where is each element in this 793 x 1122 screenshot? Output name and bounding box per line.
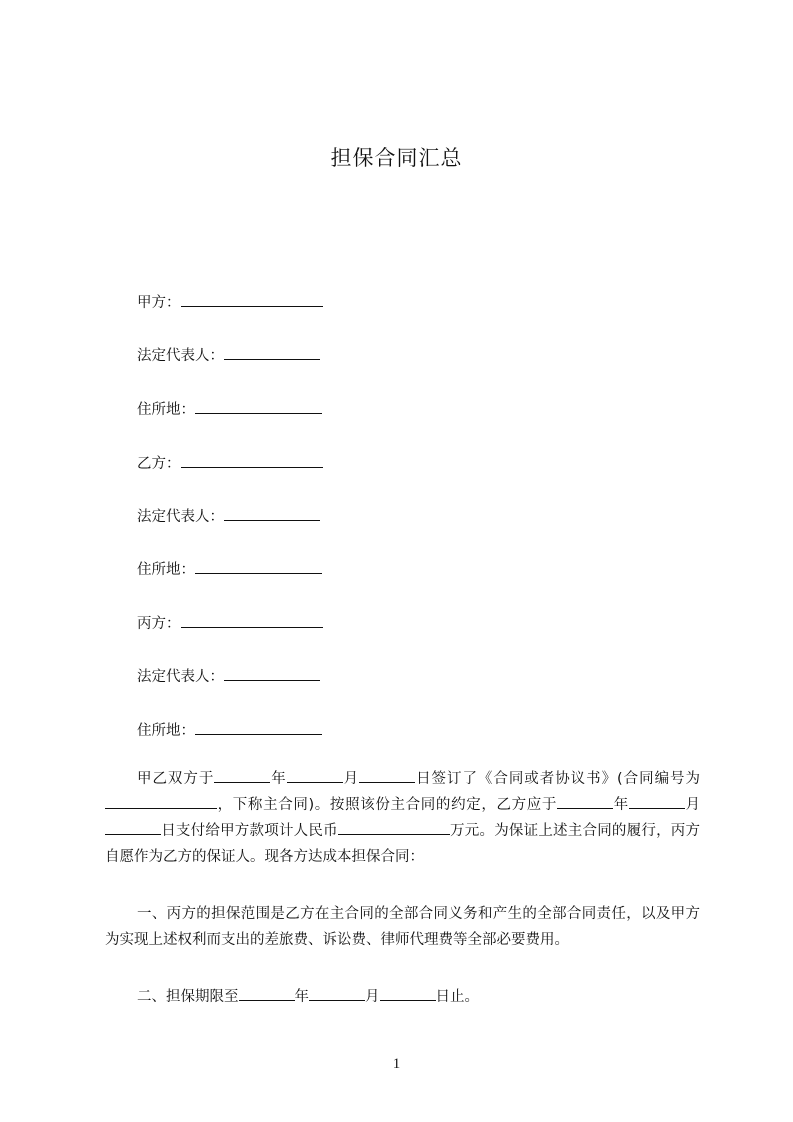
document-title: 担保合同汇总: [330, 146, 463, 170]
clause-2-text-4: 日止。: [435, 989, 479, 1005]
party-c-rep-blank: [224, 665, 320, 681]
term-year-blank: [239, 985, 295, 1001]
clause-1-text: 一、丙方的担保范围是乙方在主合同的全部合同义务和产生的全部合同责任，以及甲方为实现上述权利而支出的差旅费、诉讼费、律师代理费等全部必要费用。: [105, 906, 700, 948]
party-a-label: 甲方：: [137, 295, 181, 311]
party-a-blank: [181, 291, 323, 307]
party-c-address-blank: [195, 719, 322, 735]
payment-year-blank: [557, 793, 613, 809]
party-a-address-line: [137, 398, 322, 418]
payment-month-blank: [629, 793, 685, 809]
preamble-text-7: 月: [684, 797, 701, 813]
party-b-rep-blank: [224, 505, 320, 521]
clause-2-paragraph: [105, 984, 700, 1010]
party-a-rep-label: 法定代表人：: [137, 348, 224, 364]
party-a-address-label: 住所地：: [137, 402, 195, 418]
preamble-text-6: 年: [613, 797, 629, 813]
party-a-address-blank: [195, 398, 322, 414]
party-b-line: [137, 452, 323, 472]
party-a-line: [137, 291, 323, 311]
preamble-day-blank: [359, 767, 415, 783]
preamble-text-4: 日签订了《合同或者协议书》(合同编号为: [415, 771, 701, 787]
preamble-text-1: 甲乙双方于: [137, 771, 215, 787]
party-c-label: 丙方：: [137, 616, 181, 632]
preamble-month-blank: [287, 767, 343, 783]
term-month-blank: [309, 985, 365, 1001]
party-c-blank: [181, 612, 323, 628]
party-b-blank: [181, 452, 323, 468]
preamble-text-3: 月: [342, 771, 360, 787]
party-b-rep-line: [137, 505, 320, 525]
payment-day-blank: [105, 819, 161, 835]
party-c-rep-line: [137, 665, 320, 685]
contract-number-blank: [105, 793, 217, 809]
party-c-address-line: [137, 719, 322, 739]
party-b-label: 乙方：: [137, 456, 181, 472]
clause-2-text-2: 年: [294, 989, 309, 1005]
term-day-blank: [380, 985, 436, 1001]
party-c-rep-label: 法定代表人：: [137, 669, 224, 685]
preamble-text-8: 日支付给甲方款项计人民币: [161, 823, 338, 839]
page-number: 1: [392, 1056, 401, 1072]
preamble-paragraph: [105, 766, 700, 870]
preamble-year-blank: [214, 767, 270, 783]
clause-2-text-1: 二、担保期限至: [137, 989, 239, 1005]
party-a-rep-line: [137, 344, 320, 364]
clause-1-paragraph: [105, 901, 700, 953]
party-b-address-line: [137, 558, 322, 578]
party-b-address-blank: [195, 558, 322, 574]
preamble-text-9: 万元。为保证上述主合同的履行，丙方自愿作为乙方的保证人。现各方达成本担保合同：: [105, 823, 701, 865]
party-a-rep-blank: [224, 344, 320, 360]
clause-2-text-3: 月: [365, 989, 380, 1005]
preamble-text-5: ，下称主合同)。按照该份主合同的约定，乙方应于: [217, 797, 558, 813]
party-b-address-label: 住所地：: [137, 562, 195, 578]
amount-blank: [338, 819, 450, 835]
party-c-line: [137, 612, 323, 632]
party-b-rep-label: 法定代表人：: [137, 509, 224, 525]
party-c-address-label: 住所地：: [137, 723, 195, 739]
preamble-text-2: 年: [270, 771, 287, 787]
